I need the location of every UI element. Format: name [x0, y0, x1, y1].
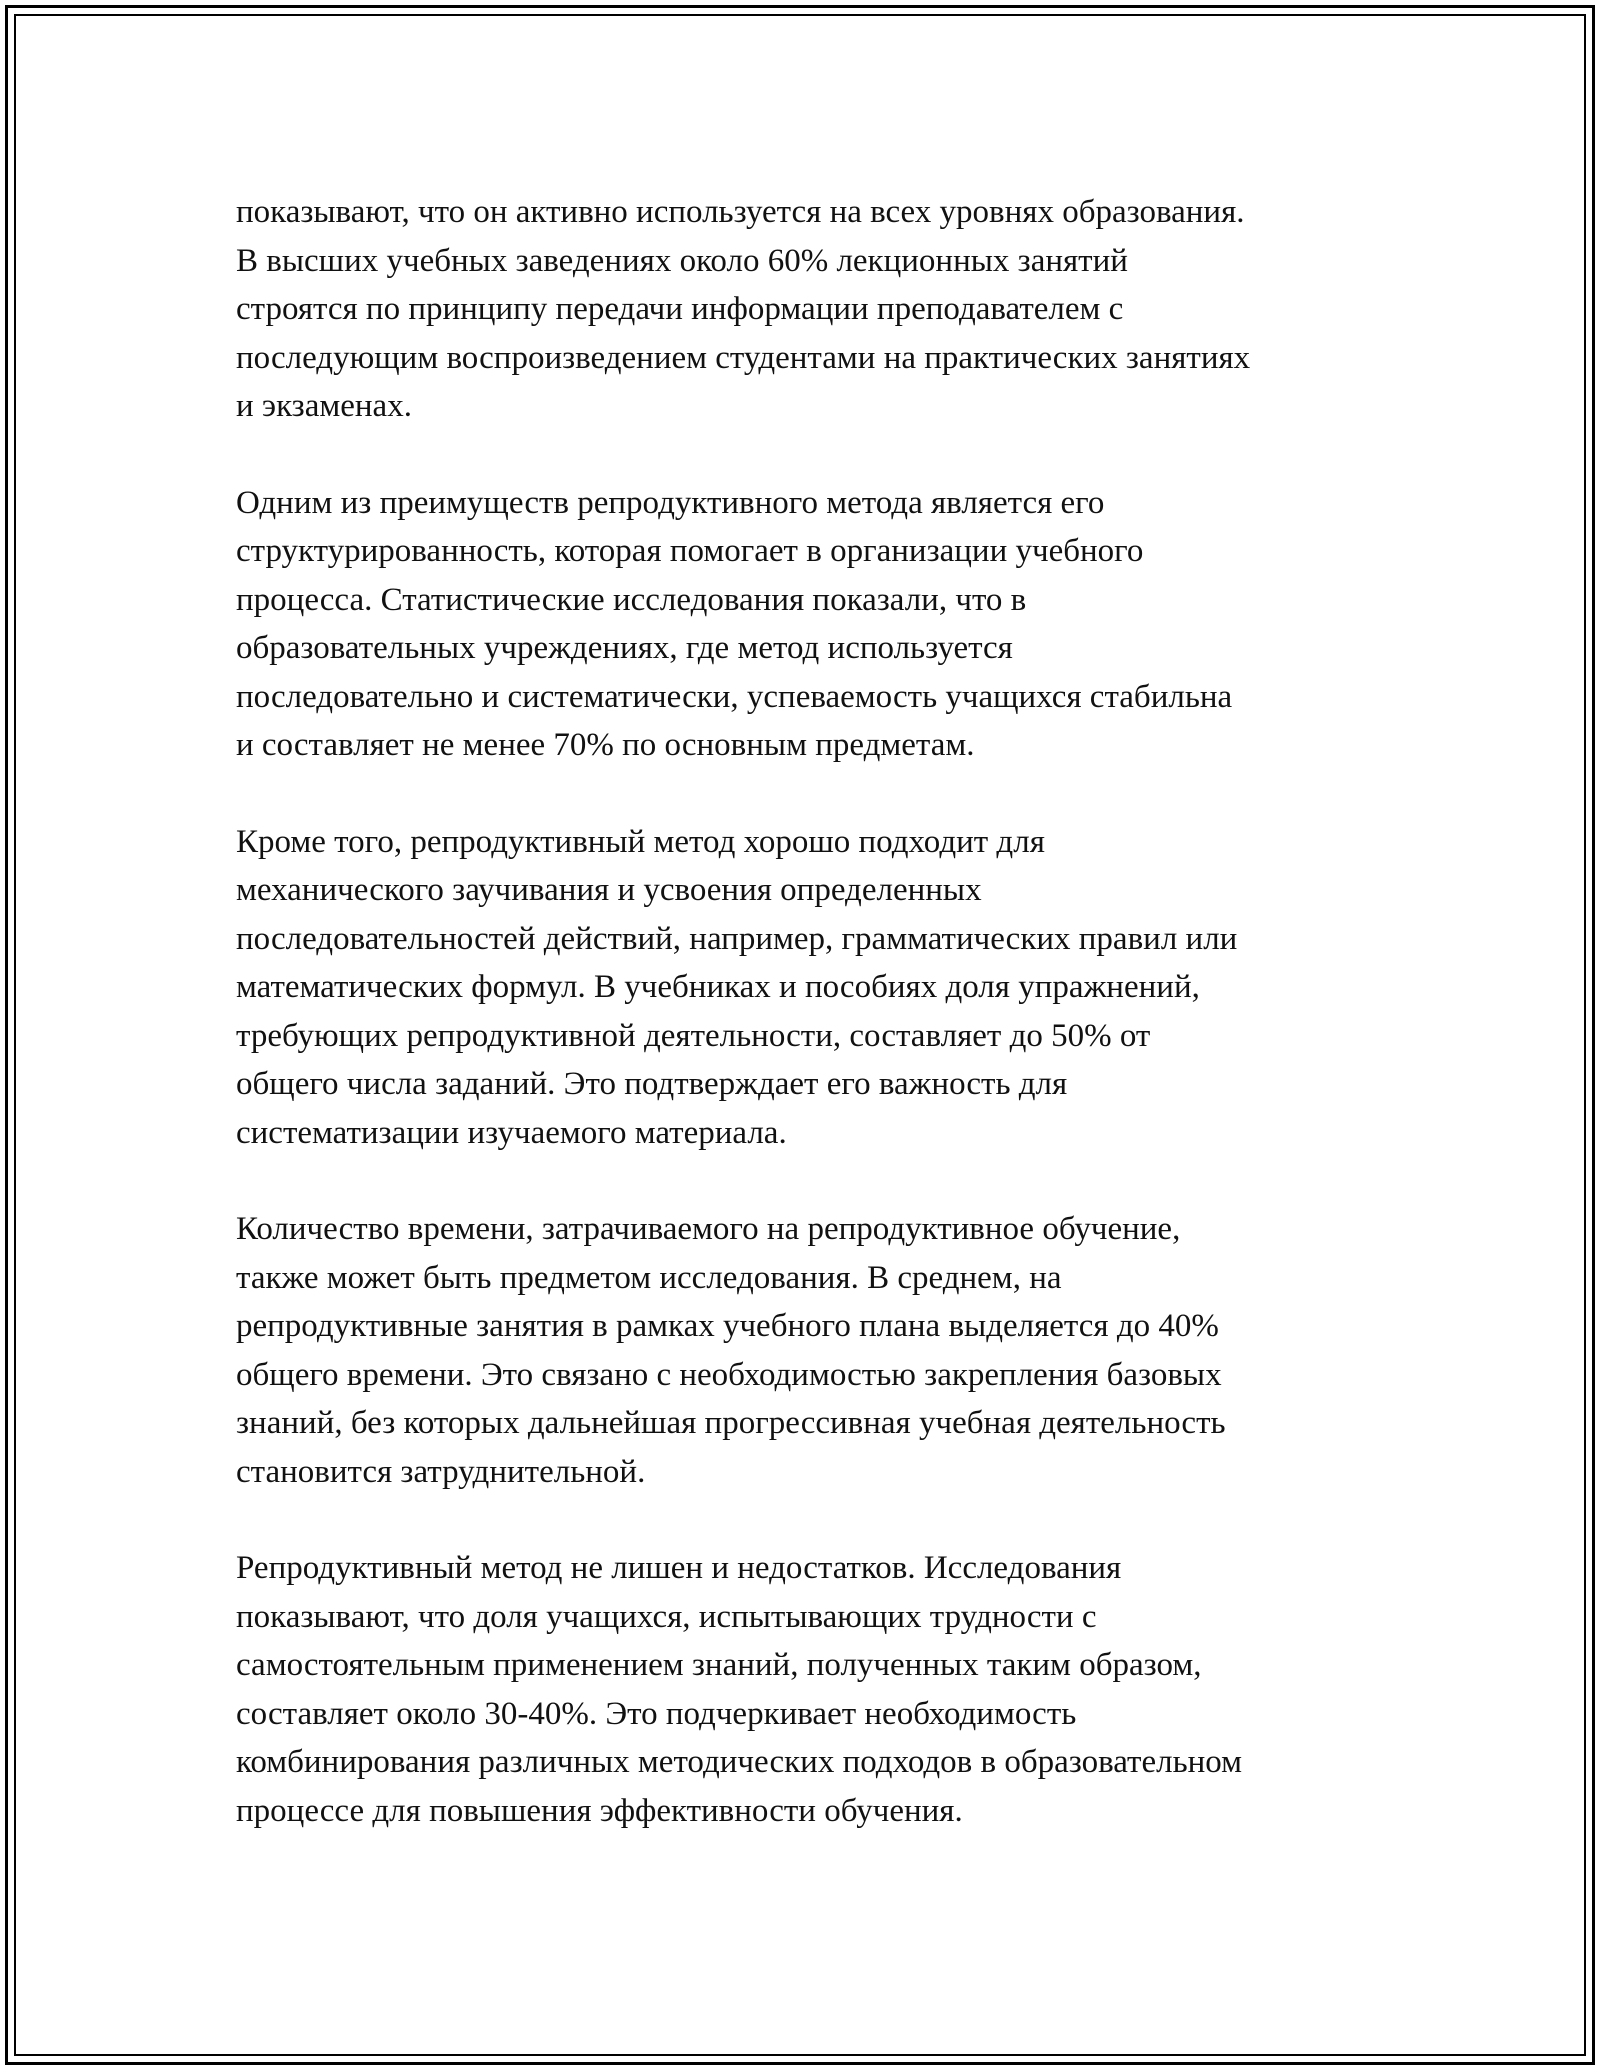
text-line: Репродуктивный метод не лишен и недостатков. Исследования	[236, 1550, 1122, 1586]
text-line: Кроме того, репродуктивный метод хорошо подходит для	[236, 823, 1045, 860]
text-line: становится затруднительной.	[236, 1453, 646, 1490]
text-line: последовательностей действий, например, грамматических правил или	[236, 920, 1238, 957]
text-line: механического заучивания и усвоения определенных	[236, 872, 982, 908]
text-line: репродуктивные занятия в рамках учебного плана выделяется до 40%	[236, 1308, 1219, 1344]
text-line: Количество времени, затрачиваемого на репродуктивное обучение,	[236, 1211, 1181, 1247]
text-line: показывают, что доля учащихся, испытывающих трудности с	[236, 1598, 1097, 1635]
text-line: строятся по принципу передачи информации преподавателем с	[236, 291, 1124, 327]
text-line: систематизации изучаемого материала.	[236, 1114, 787, 1151]
text-line: математических формул. В учебниках и пособиях доля упражнений,	[236, 969, 1200, 1005]
text-line: составляет около 30-40%. Это подчеркивает необходимость	[236, 1695, 1077, 1732]
text-line: общего времени. Это связано с необходимостью закрепления базовых	[236, 1356, 1222, 1393]
text-line: показывают, что он активно используется на всех уровнях образования.	[236, 194, 1245, 230]
text-line: и экзаменах.	[236, 388, 412, 424]
text-line: также может быть предметом исследования. В среднем, на	[236, 1259, 1062, 1296]
text-line: комбинирования различных методических подходов в образовательном	[236, 1744, 1243, 1780]
paragraph-3	[236, 818, 1371, 1158]
text-line: самостоятельным применением знаний, полученных таким образом,	[236, 1647, 1202, 1683]
text-line: Одним из преимуществ репродуктивного метода является его	[236, 484, 1105, 521]
text-line: структурированность, которая помогает в организации учебного	[236, 533, 1144, 569]
document-body	[236, 188, 1371, 1883]
text-line: образовательных учреждениях, где метод используется	[236, 630, 1013, 666]
text-line: процесса. Статистические исследования показали, что в	[236, 581, 1027, 618]
paragraph-4	[236, 1205, 1371, 1496]
text-line: последующим воспроизведением студентами на практических занятиях	[236, 339, 1251, 376]
text-line: знаний, без которых дальнейшая прогрессивная учебная деятельность	[236, 1405, 1226, 1441]
text-line: В высших учебных заведениях около 60% лекционных занятий	[236, 242, 1128, 279]
text-line: и составляет не менее 70% по основным предметам.	[236, 727, 975, 763]
text-line: процессе для повышения эффективности обучения.	[236, 1792, 963, 1829]
paragraph-2	[236, 479, 1371, 770]
paragraph-5	[236, 1544, 1371, 1835]
paragraph-1	[236, 188, 1371, 431]
text-line: общего числа заданий. Это подтверждает его важность для	[236, 1066, 1068, 1102]
text-line: требующих репродуктивной деятельности, составляет до 50% от	[236, 1017, 1151, 1054]
text-line: последовательно и систематически, успеваемость учащихся стабильна	[236, 678, 1233, 715]
